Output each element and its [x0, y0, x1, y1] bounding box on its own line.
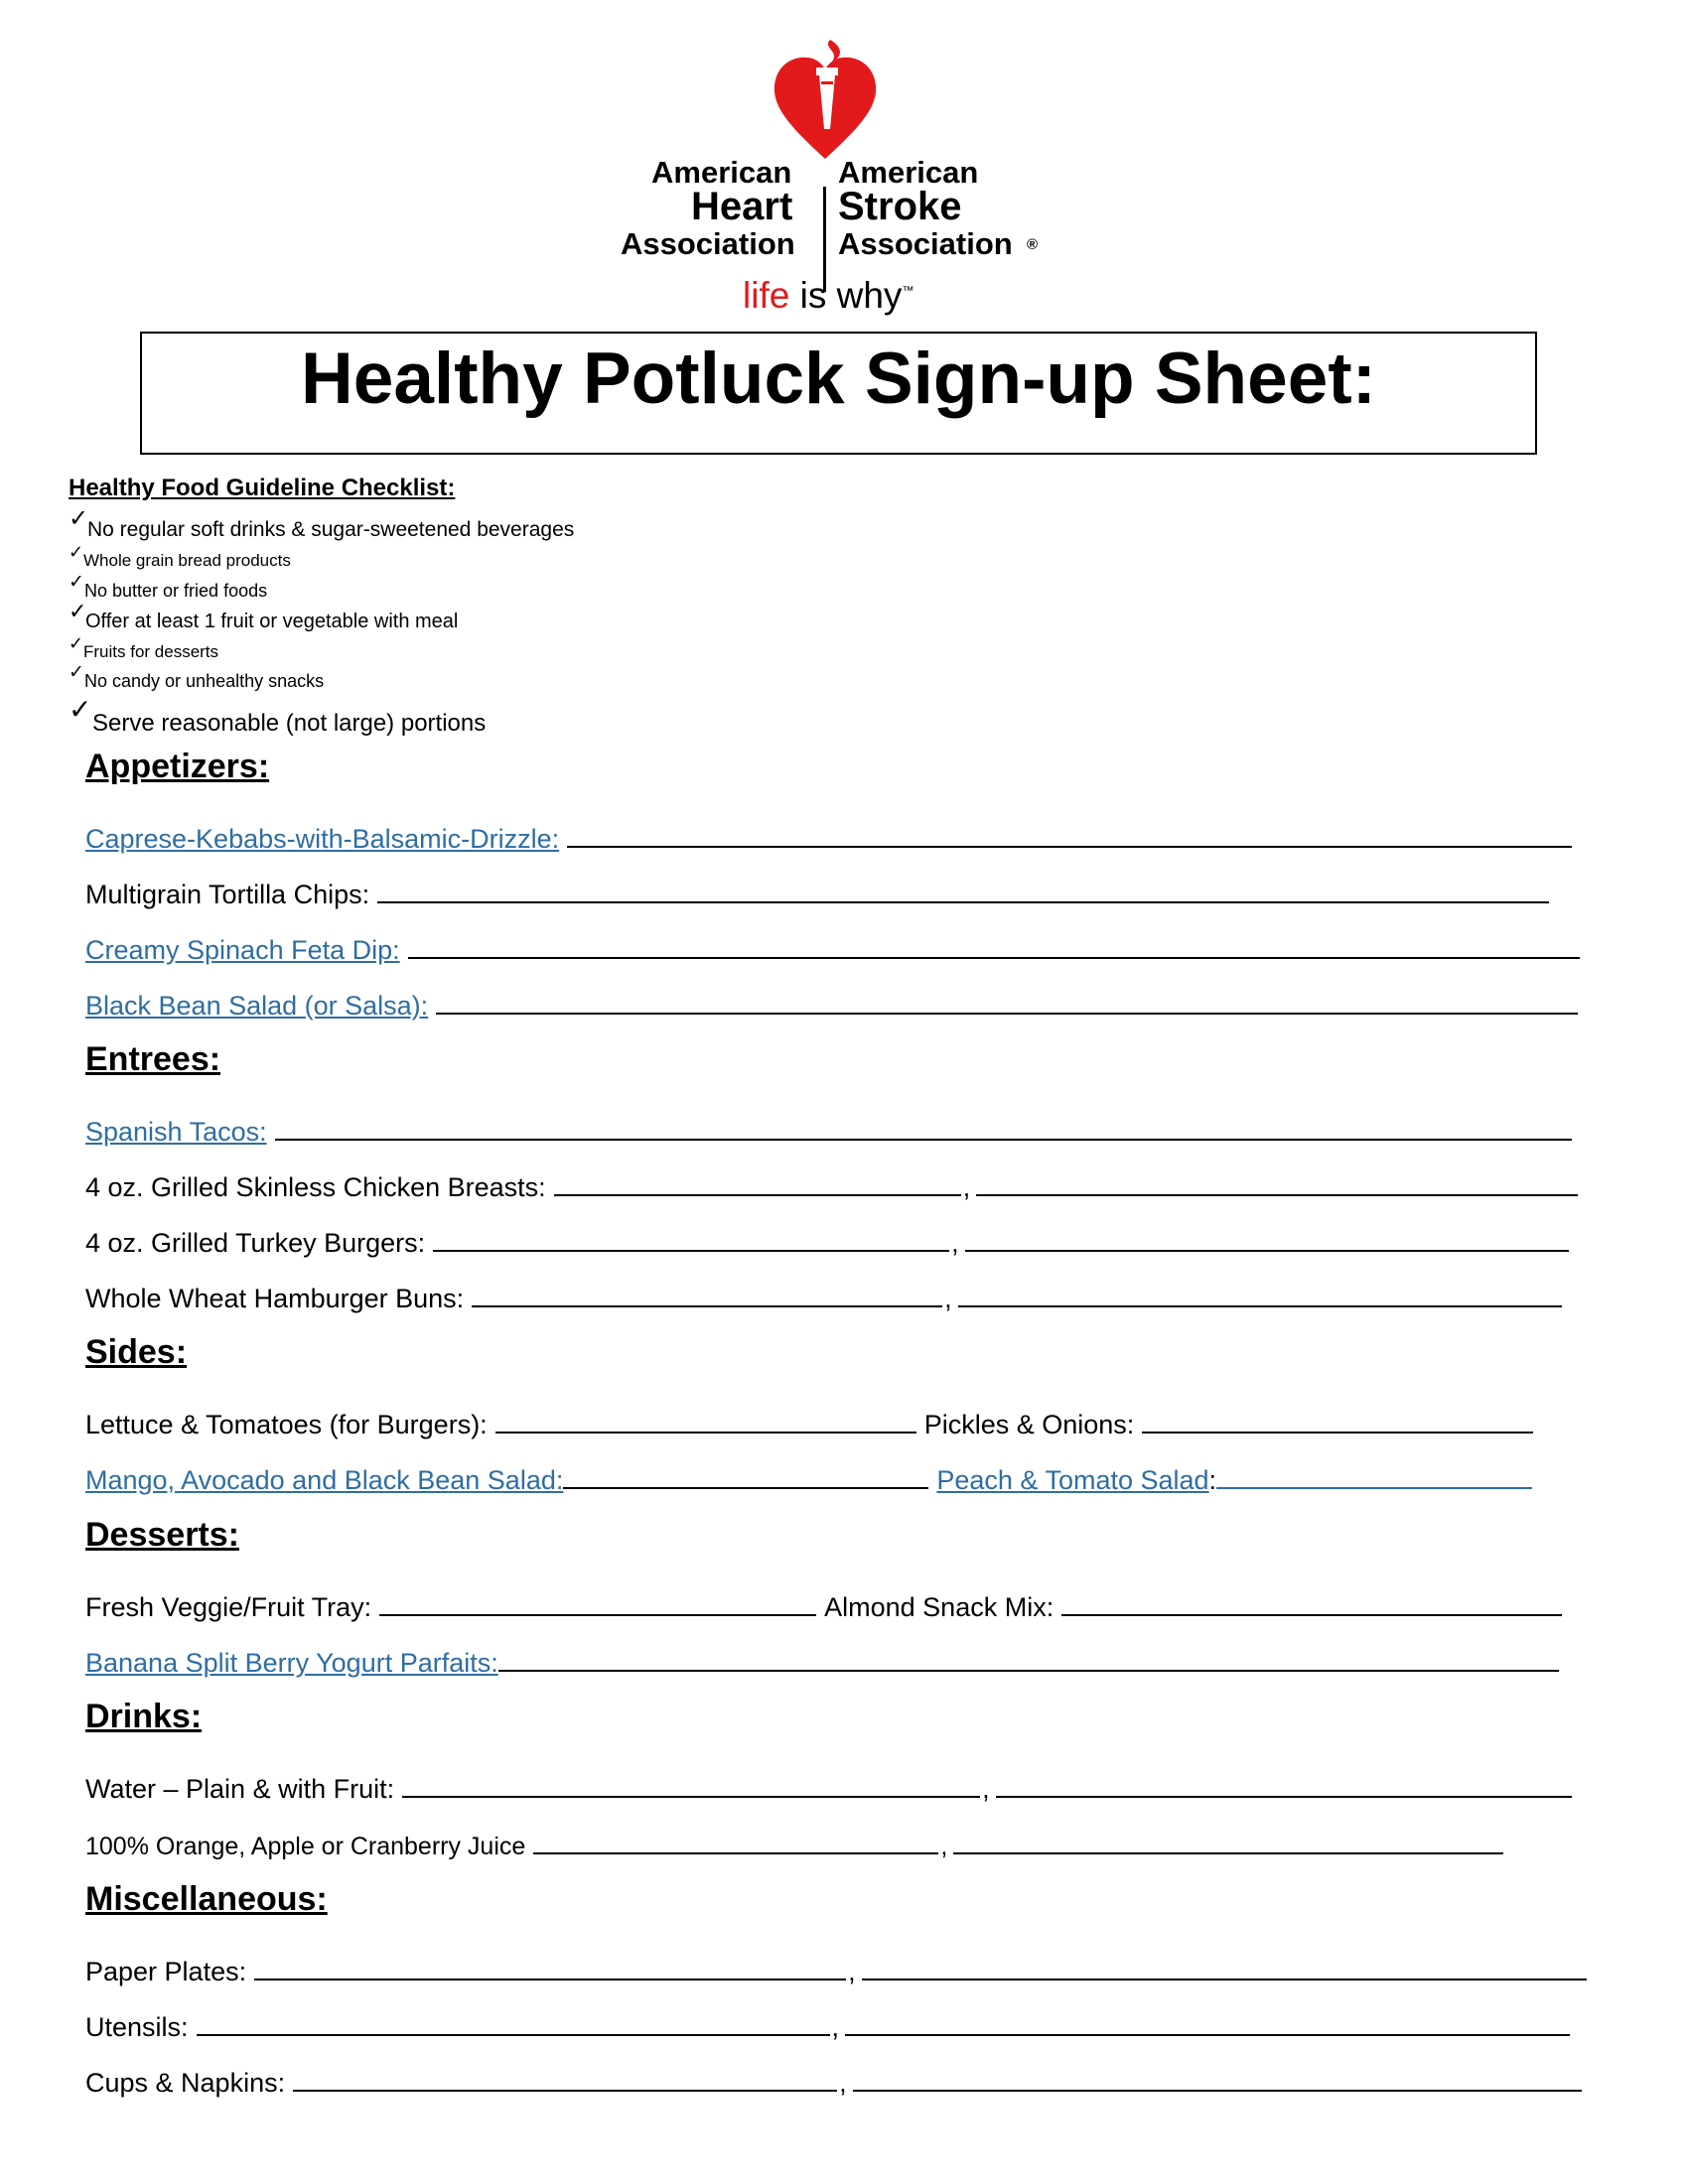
signup-row: Water – Plain & with Fruit: ,: [85, 1768, 1572, 1805]
checklist-heading: Healthy Food Guideline Checklist:: [69, 475, 456, 501]
checklist-item: ✓ No candy or unhealthy snacks: [69, 662, 325, 691]
signup-blank[interactable]: [996, 1768, 1572, 1798]
signup-row: [85, 1404, 1533, 1440]
org-american-stroke: American: [838, 155, 979, 190]
checkmark-icon: ✓: [69, 572, 84, 593]
signup-row: 4 oz. Grilled Turkey Burgers: ,: [85, 1222, 1569, 1259]
recipe-link[interactable]: Black Bean Salad (or Salsa):: [85, 991, 429, 1021]
signup-row: Cups & Napkins: ,: [85, 2062, 1582, 2099]
signup-blank[interactable]: [563, 1459, 928, 1489]
section-heading-drinks: Drinks:: [85, 1698, 203, 1735]
item-label: Multigrain Tortilla Chips:: [85, 880, 370, 909]
signup-blank[interactable]: [275, 1111, 1572, 1141]
item-label: 100% Orange, Apple or Cranberry Juice: [85, 1833, 526, 1860]
signup-blank[interactable]: [1216, 1459, 1532, 1489]
recipe-link[interactable]: Spanish Tacos:: [85, 1117, 267, 1147]
recipe-link[interactable]: Caprese-Kebabs-with-Balsamic-Drizzle:: [85, 824, 560, 854]
signup-blank[interactable]: [1061, 1586, 1562, 1616]
item-label: Utensils:: [85, 2012, 189, 2042]
checkmark-icon: ✓: [69, 505, 89, 532]
checklist-item: ✓ Offer at least 1 fruit or vegetable with meal: [69, 599, 459, 632]
org-american-heart: American: [651, 155, 792, 190]
checkmark-icon: ✓: [69, 662, 84, 683]
signup-row: [85, 985, 1578, 1022]
org-heart: Heart: [691, 185, 793, 228]
signup-row: [85, 929, 1580, 966]
signup-blank[interactable]: [965, 1222, 1569, 1252]
signup-blank[interactable]: [408, 929, 1580, 959]
item-label: Water – Plain & with Fruit:: [85, 1774, 395, 1804]
signup-blank[interactable]: [853, 2062, 1582, 2092]
tagline: [743, 275, 914, 317]
org-association-right: Association: [838, 226, 1013, 261]
item-label: 4 oz. Grilled Turkey Burgers:: [85, 1228, 426, 1258]
aha-asa-logo: [616, 38, 1072, 318]
signup-blank[interactable]: [862, 1951, 1587, 1980]
signup-blank[interactable]: [1142, 1404, 1533, 1433]
signup-row: [85, 1586, 1562, 1623]
item-label: Lettuce & Tomatoes (for Burgers):: [85, 1410, 488, 1439]
signup-row: [85, 874, 1549, 910]
checklist-item: ✓ No regular soft drinks & sugar-sweetened beverages: [69, 505, 575, 541]
checklist-item: ✓ No butter or fried foods: [69, 572, 268, 601]
signup-blank[interactable]: [433, 1222, 949, 1252]
signup-row: Paper Plates: ,: [85, 1951, 1587, 1987]
section-heading-sides: Sides:: [85, 1333, 188, 1371]
item-label: 4 oz. Grilled Skinless Chicken Breasts:: [85, 1172, 546, 1202]
checkmark-icon: ✓: [69, 633, 84, 653]
recipe-link[interactable]: Mango, Avocado and Black Bean Salad:: [85, 1465, 564, 1495]
section-heading-miscellaneous: Miscellaneous:: [85, 1880, 328, 1918]
checkmark-icon: ✓: [69, 694, 92, 725]
signup-blank[interactable]: [379, 1586, 816, 1616]
signup-row: [85, 818, 1572, 855]
tagline-rest: is why: [789, 275, 903, 316]
section-heading-appetizers: Appetizers:: [85, 748, 270, 785]
signup-blank[interactable]: [472, 1278, 942, 1307]
recipe-link[interactable]: Banana Split Berry Yogurt Parfaits:: [85, 1648, 498, 1678]
section-heading-entrees: Entrees:: [85, 1040, 221, 1078]
recipe-link[interactable]: Peach & Tomato Salad: [936, 1465, 1209, 1495]
signup-blank[interactable]: [567, 818, 1572, 848]
page-title: Healthy Potluck Sign-up Sheet:: [301, 339, 1376, 419]
signup-blank[interactable]: [495, 1404, 916, 1433]
item-label: Pickles & Onions:: [923, 1410, 1135, 1439]
checklist-item: ✓ Serve reasonable (not large) portions: [69, 694, 487, 737]
item-label: Whole Wheat Hamburger Buns:: [85, 1284, 465, 1313]
recipe-link[interactable]: Creamy Spinach Feta Dip:: [85, 935, 400, 965]
signup-row: 4 oz. Grilled Skinless Chicken Breasts: ,: [85, 1166, 1578, 1203]
checkmark-icon: ✓: [69, 542, 84, 562]
org-association-left: Association: [621, 226, 795, 261]
checklist-item: ✓ Fruits for desserts: [69, 633, 219, 661]
item-label: Cups & Napkins:: [85, 2068, 286, 2098]
checkmark-icon: ✓: [69, 599, 87, 623]
signup-blank[interactable]: [554, 1166, 961, 1196]
signup-blank[interactable]: [436, 985, 1578, 1015]
item-label: Paper Plates:: [85, 1957, 247, 1986]
signup-blank[interactable]: [498, 1642, 1559, 1672]
signup-blank[interactable]: [402, 1768, 980, 1798]
checklist-item: ✓ Whole grain bread products: [69, 542, 291, 570]
item-label: Fresh Veggie/Fruit Tray:: [85, 1592, 372, 1622]
signup-blank[interactable]: [845, 2006, 1570, 2036]
signup-blank[interactable]: [254, 1951, 846, 1980]
org-stroke: Stroke: [838, 185, 962, 228]
trademark-mark: ™: [902, 283, 914, 298]
heart-torch-icon: [771, 38, 880, 165]
signup-blank[interactable]: [293, 2062, 837, 2092]
signup-blank[interactable]: [377, 874, 1549, 903]
signup-row: Mango, Avocado and Black Bean Salad: Peach & Tomato Salad :: [85, 1459, 1532, 1496]
signup-row: Whole Wheat Hamburger Buns: ,: [85, 1278, 1562, 1314]
registered-mark: ®: [1027, 236, 1039, 253]
tagline-life: life: [743, 275, 790, 316]
title-box: [140, 332, 1537, 455]
item-label: Almond Snack Mix:: [824, 1592, 1055, 1622]
signup-row: [85, 1111, 1572, 1148]
signup-blank[interactable]: [197, 2006, 830, 2036]
signup-blank[interactable]: [953, 1825, 1503, 1854]
signup-row: 100% Orange, Apple or Cranberry Juice ,: [85, 1825, 1503, 1861]
signup-row: Utensils: ,: [85, 2006, 1570, 2043]
signup-blank[interactable]: [976, 1166, 1578, 1196]
section-heading-desserts: Desserts:: [85, 1516, 239, 1554]
signup-blank[interactable]: [958, 1278, 1562, 1307]
signup-blank[interactable]: [533, 1825, 938, 1854]
signup-row: [85, 1642, 1559, 1679]
